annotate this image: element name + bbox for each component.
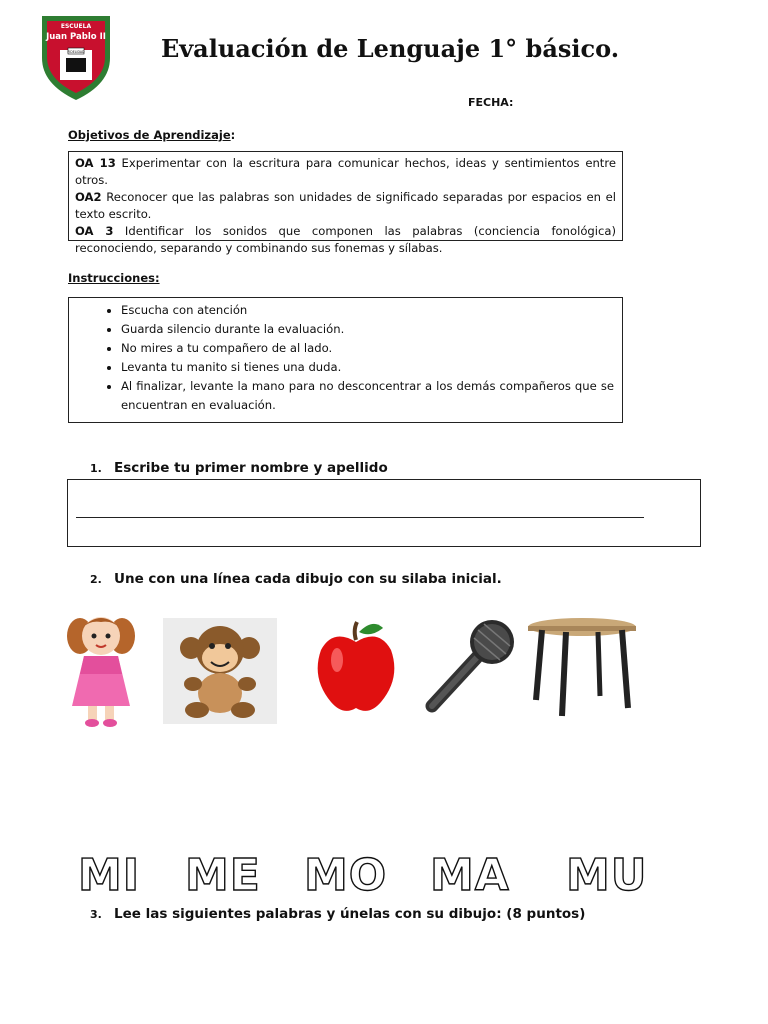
- monkey-picture: [163, 618, 277, 728]
- syllable-mi: MI: [78, 850, 141, 901]
- syllable-ma: MA: [430, 850, 510, 901]
- logo-text-name: Juan Pablo II: [46, 32, 106, 42]
- page-title: Evaluación de Lenguaje 1° básico.: [160, 34, 620, 63]
- question-text: Une con una línea cada dibujo con su silaba inicial.: [114, 571, 502, 587]
- objectives-label-suffix: :: [230, 128, 236, 142]
- objectives-heading: [68, 124, 235, 143]
- objectives-box: [68, 151, 623, 255]
- syllable-mo: MO: [304, 850, 388, 901]
- question-number: 3.: [90, 908, 102, 921]
- apple-picture: [313, 618, 399, 720]
- question-text: Lee las siguientes palabras y únelas con su dibujo: (8 puntos): [114, 906, 586, 922]
- instruction-item: • No mires a tu compañero de al lado.: [121, 339, 614, 358]
- objective-item: [75, 189, 616, 223]
- question-2: [90, 571, 502, 587]
- question-number: 2.: [90, 573, 102, 586]
- syllable-mu: MU: [566, 850, 648, 901]
- objectives-label: Objetivos de Aprendizaje: [68, 128, 231, 142]
- objective-code: OA 3: [75, 224, 114, 238]
- question-text: Escribe tu primer nombre y apellido: [114, 460, 388, 476]
- name-answer-box[interactable]: [67, 479, 701, 547]
- instruction-item: • Al finalizar, levante la mano para no desconcentrar a los demás compañeros que se encuentran en evaluación.: [121, 377, 614, 415]
- syllable-me: ME: [185, 850, 261, 901]
- question-1: [90, 460, 388, 476]
- school-logo: [38, 12, 114, 102]
- table-picture: [526, 616, 638, 724]
- objective-item: [75, 155, 616, 189]
- question-3: [90, 906, 585, 922]
- objective-text: Experimentar con la escritura para comunicar hechos, ideas y sentimientos entre otros.: [75, 156, 616, 187]
- logo-text-top: ESCUELA: [60, 23, 92, 30]
- instructions-label: Instrucciones:: [68, 271, 160, 285]
- objective-text: Identificar los sonidos que componen las palabras (conciencia fonológica) reconociendo, separando y combinando sus fonemas y sílabas.: [75, 224, 616, 255]
- fecha-label: FECHA:: [468, 96, 514, 109]
- instructions-box: [68, 297, 623, 423]
- objective-code: OA2: [75, 190, 102, 204]
- question-number: 1.: [90, 462, 102, 475]
- logo-text-motto: FIDELIDAD: [67, 50, 85, 54]
- microphone-picture: [418, 618, 518, 722]
- doll-picture: [62, 610, 140, 734]
- objective-item: [75, 223, 616, 257]
- objective-code: OA 13: [75, 156, 116, 170]
- instruction-item: • Guarda silencio durante la evaluación.: [121, 320, 614, 339]
- objective-text: Reconocer que las palabras son unidades de significado separadas por espacios en el texto escrito.: [75, 190, 616, 221]
- instruction-item: • Escucha con atención: [121, 301, 614, 320]
- instruction-item: • Levanta tu manito si tienes una duda.: [121, 358, 614, 377]
- answer-line[interactable]: [76, 517, 644, 518]
